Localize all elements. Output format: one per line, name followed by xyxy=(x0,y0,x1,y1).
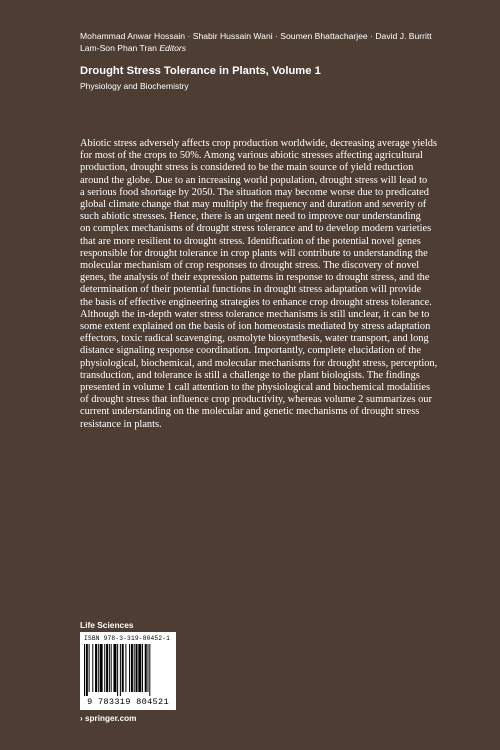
barcode-bar xyxy=(122,644,124,692)
barcode-bar xyxy=(111,644,112,692)
abstract-line: determination of their potential functions in drought stress adaptation will provide xyxy=(80,284,422,296)
editors-list xyxy=(80,30,480,54)
abstract-line: responsible for drought tolerance in crop plants will contribute to understanding the xyxy=(80,247,428,259)
barcode-bar xyxy=(125,644,126,692)
barcode-bar xyxy=(86,644,88,696)
barcode-digits: 9 783319 804521 xyxy=(87,697,169,707)
barcode-bar xyxy=(106,644,108,692)
barcode-bar xyxy=(95,644,97,692)
barcode-bar xyxy=(134,644,135,692)
abstract-line: transduction, and tolerance is still a challenge to the plant biologists. The findings xyxy=(80,369,420,381)
publisher-website[interactable]: › springer.com xyxy=(80,714,137,723)
isbn-barcode xyxy=(80,632,176,710)
category-label: Life Sciences xyxy=(80,620,134,630)
barcode-bar xyxy=(145,644,147,692)
abstract-line: resistance in plants. xyxy=(80,418,162,430)
barcode-bars xyxy=(84,644,172,696)
abstract-line: around the globe. Due to an increasing world population, drought stress will lead to xyxy=(80,174,428,186)
barcode-bar xyxy=(149,644,150,696)
barcode-bar xyxy=(109,644,110,692)
barcode-bar xyxy=(98,644,99,692)
barcode-bar xyxy=(129,644,130,692)
editor-names-line-2 xyxy=(80,42,480,54)
abstract-line: global climate change that may multiply the frequency and duration and severity of xyxy=(80,199,427,211)
abstract-line: Abiotic stress adversely affects crop production worldwide, decreasing average yields xyxy=(80,138,438,149)
barcode-bar xyxy=(138,644,141,692)
isbn-label: ISBN 978-3-319-80452-1 xyxy=(84,635,171,642)
barcode-bar xyxy=(120,644,121,696)
abstract-line: Although the in-depth water stress tolerance mechanisms is still unclear, it can be to xyxy=(80,308,430,320)
abstract-line: such abiotic stresses. Hence, there is an urgent need to improve our understanding xyxy=(80,211,421,223)
barcode-bar xyxy=(117,644,118,696)
abstract-line: production, drought stress is considered to be the main source of yield reduction xyxy=(80,162,414,174)
abstract-line: effectors, toxic radical scavenging, osmolyte biosynthesis, water transport, and long xyxy=(80,333,429,345)
abstract-text xyxy=(80,138,448,431)
book-subtitle: Physiology and Biochemistry xyxy=(80,81,189,91)
barcode-bar xyxy=(104,644,105,692)
abstract-line: the basis of effective engineering strategies to enhance crop drought stress tolerance. xyxy=(80,296,432,308)
barcode-bar xyxy=(113,644,116,692)
abstract-line: on complex mechanisms of drought stress tolerance and to develop modern varieties xyxy=(80,223,432,235)
abstract-line: presented in volume 1 call attention to the physiological and biochemical modalities xyxy=(80,382,431,394)
barcode-bar xyxy=(136,644,138,692)
barcode-bar xyxy=(92,644,93,692)
barcode-bar xyxy=(147,644,148,692)
abstract-line: molecular mechanism of crop responses to drought stress. The discovery of novel xyxy=(80,260,420,272)
barcode-bar xyxy=(100,644,103,692)
book-title: Drought Stress Tolerance in Plants, Volume 1 xyxy=(80,65,321,77)
abstract-line: some extent explained on the basis of ion homeostasis mediated by stress adaptation xyxy=(80,321,431,333)
abstract-line: a serious food shortage by 2050. The situation may become worse due to predicated xyxy=(80,186,429,198)
abstract-line: that are more resilient to drought stress. Identification of the potential novel genes xyxy=(80,235,421,247)
abstract-line: current understanding on the molecular and genetic mechanisms of drought stress xyxy=(80,406,420,418)
abstract-line: of drought stress that influence crop productivity, whereas volume 2 summarizes our xyxy=(80,394,432,406)
abstract-line: distance signaling response coordination. Importantly, complete elucidation of the xyxy=(80,345,421,357)
barcode-bar xyxy=(131,644,133,692)
abstract-line: genes, the analysis of their expression patterns in response to drought stress, and the xyxy=(80,272,430,284)
editor-name-last: Lam-Son Phan Tran xyxy=(80,43,157,53)
abstract-line: for most of the crops to 50%. Among various abiotic stresses affecting agricultural xyxy=(80,150,423,162)
abstract-line: physiological, biochemical, and molecular mechanisms for drought stress, perception, xyxy=(80,357,438,369)
barcode-bar xyxy=(84,644,85,696)
editor-names-line-1: Mohammad Anwar Hossain · Shabir Hussain Wani · Soumen Bhattacharjee · David J. Burritt xyxy=(80,31,432,41)
barcode-bar xyxy=(142,644,143,692)
barcode-bar xyxy=(89,644,90,692)
editors-label: Editors xyxy=(159,43,187,53)
